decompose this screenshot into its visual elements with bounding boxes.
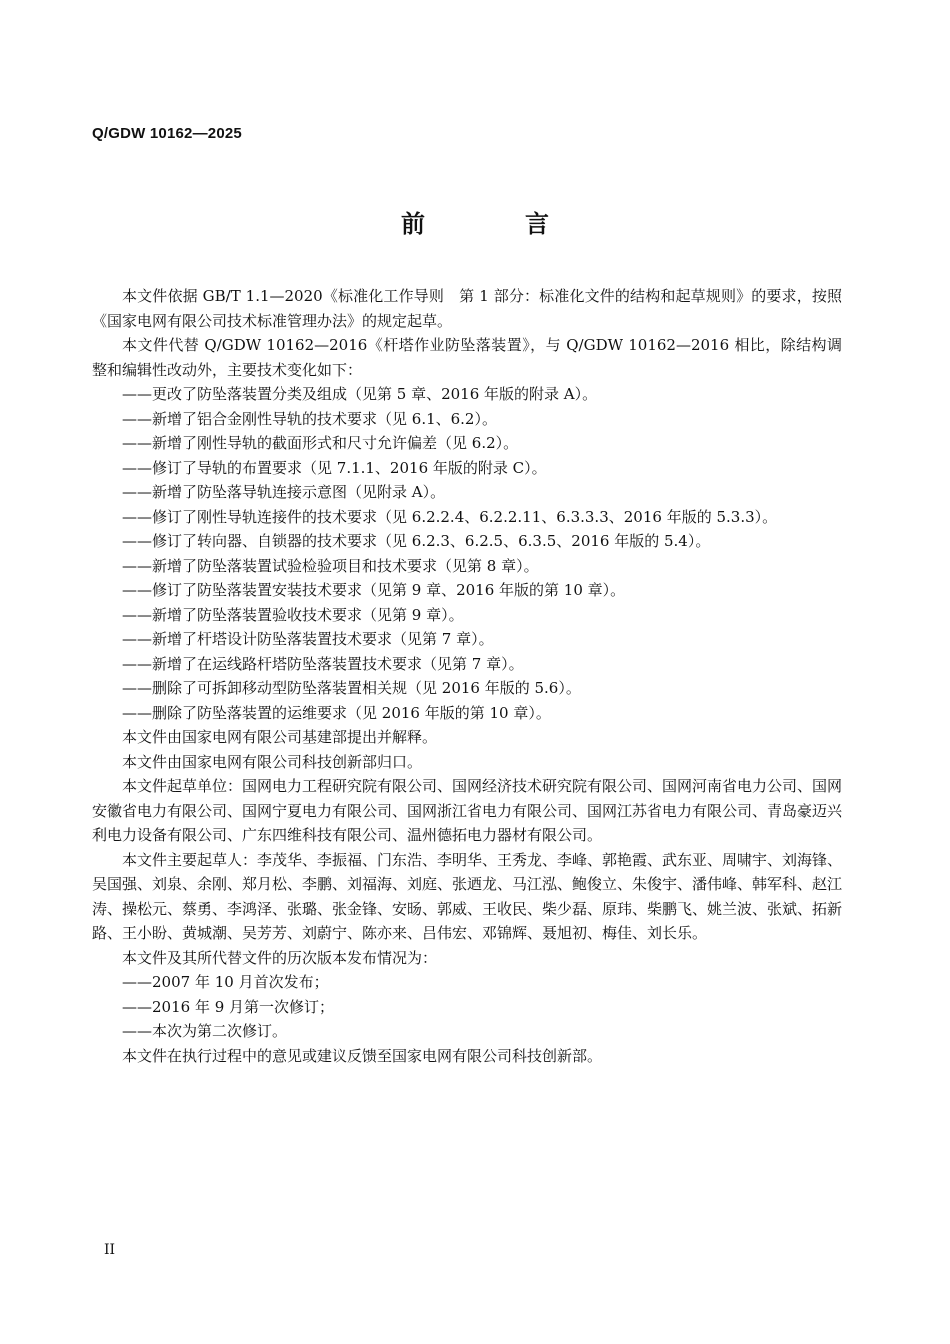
paragraph-drafters: 本文件主要起草人：李茂华、李振福、门东浩、李明华、王秀龙、李峰、郭艳霞、武东亚、周啸宇、刘海锋、吴国强、刘泉、余刚、郑月松、李鹏、刘福海、刘庭、张迺龙、马江泓、鲍俊立、朱俊宇、潘伟峰、韩军科、赵江涛、操松元、蔡勇、李鸿泽、张璐、张金锋、安旸、郭威、王收民、柴少磊、原玮、柴鹏飞、姚兰波、张斌、拓新路、王小盼、黄城潮、吴芳芳、刘蔚宁、陈亦来、吕伟宏、邓锦辉、聂旭初、梅佳、刘长乐。 [92, 850, 843, 942]
change-item: ——更改了防坠落装置分类及组成（见第 5 章、2016 年版的附录 A）。 [122, 385, 598, 403]
change-item: ——新增了铝合金刚性导轨的技术要求（见 6.1、6.2）。 [122, 409, 497, 428]
page-title: 前 言 [401, 210, 587, 238]
paragraph-administrator: 本文件由国家电网有限公司科技创新部归口。 [122, 752, 423, 771]
paragraph-drafting-units: 本文件起草单位：国网电力工程研究院有限公司、国网经济技术研究院有限公司、国网河南省电力公司、国网安徽省电力有限公司、国网宁夏电力有限公司、国网浙江省电力有限公司、国网江苏省电力有限公司、青岛豪迈兴利电力设备有限公司、广东四维科技有限公司、温州德拓电力器材有限公司。 [92, 777, 843, 844]
change-item: ——新增了防坠落装置试验检验项目和技术要求（见第 8 章）。 [122, 556, 539, 575]
change-item: ——删除了可拆卸移动型防坠落装置相关规（见 2016 年版的 5.6）。 [122, 679, 581, 697]
paragraph-proposer: 本文件由国家电网有限公司基建部提出并解释。 [122, 728, 438, 746]
paragraph-history-intro: 本文件及其所代替文件的历次版本发布情况为： [122, 948, 438, 967]
page-number: II [104, 1242, 116, 1258]
paragraph-basis: 本文件依据 GB/T 1.1—2020《标准化工作导则 第 1 部分：标准化文件的结构和起草规则》的要求，按照《国家电网有限公司技术标准管理办法》的规定起草。 [92, 287, 842, 330]
foreword-body [92, 284, 842, 1068]
change-item: ——新增了在运线路杆塔防坠落装置技术要求（见第 7 章）。 [122, 654, 524, 673]
change-item: ——新增了刚性导轨的截面形式和尺寸允许偏差（见 6.2）。 [122, 434, 519, 452]
history-item: ——本次为第二次修订。 [122, 1022, 288, 1040]
paragraph-replacement: 本文件代替 Q/GDW 10162—2016《杆塔作业防坠落装置》，与 Q/GDW 10162—2016 相比，除结构调整和编辑性改动外，主要技术变化如下： [92, 336, 842, 379]
change-item: ——新增了防坠落导轨连接示意图（见附录 A）。 [122, 483, 446, 501]
paragraph-feedback: 本文件在执行过程中的意见或建议反馈至国家电网有限公司科技创新部。 [122, 1046, 603, 1065]
change-item: ——修订了刚性导轨连接件的技术要求（见 6.2.2.4、6.2.2.11、6.3.3.3、2016 年版的 5.3.3）。 [122, 507, 778, 526]
change-item: ——新增了防坠落装置验收技术要求（见第 9 章）。 [122, 605, 464, 624]
history-item: ——2016 年 9 月第一次修订； [122, 997, 335, 1016]
document-code: Q/GDW 10162—2025 [92, 125, 242, 142]
change-item: ——修订了导轨的布置要求（见 7.1.1、2016 年版的附录 C）。 [122, 458, 547, 477]
change-item: ——新增了杆塔设计防坠落装置技术要求（见第 7 章）。 [122, 630, 494, 648]
change-item: ——删除了防坠落装置的运维要求（见 2016 年版的第 10 章）。 [122, 703, 551, 722]
change-item: ——修订了转向器、自锁器的技术要求（见 6.2.3、6.2.5、6.3.5、2016 年版的 5.4）。 [122, 532, 711, 550]
history-item: ——2007 年 10 月首次发布； [122, 973, 329, 991]
change-item: ——修订了防坠落装置安装技术要求（见第 9 章、2016 年版的第 10 章）。 [122, 581, 626, 599]
